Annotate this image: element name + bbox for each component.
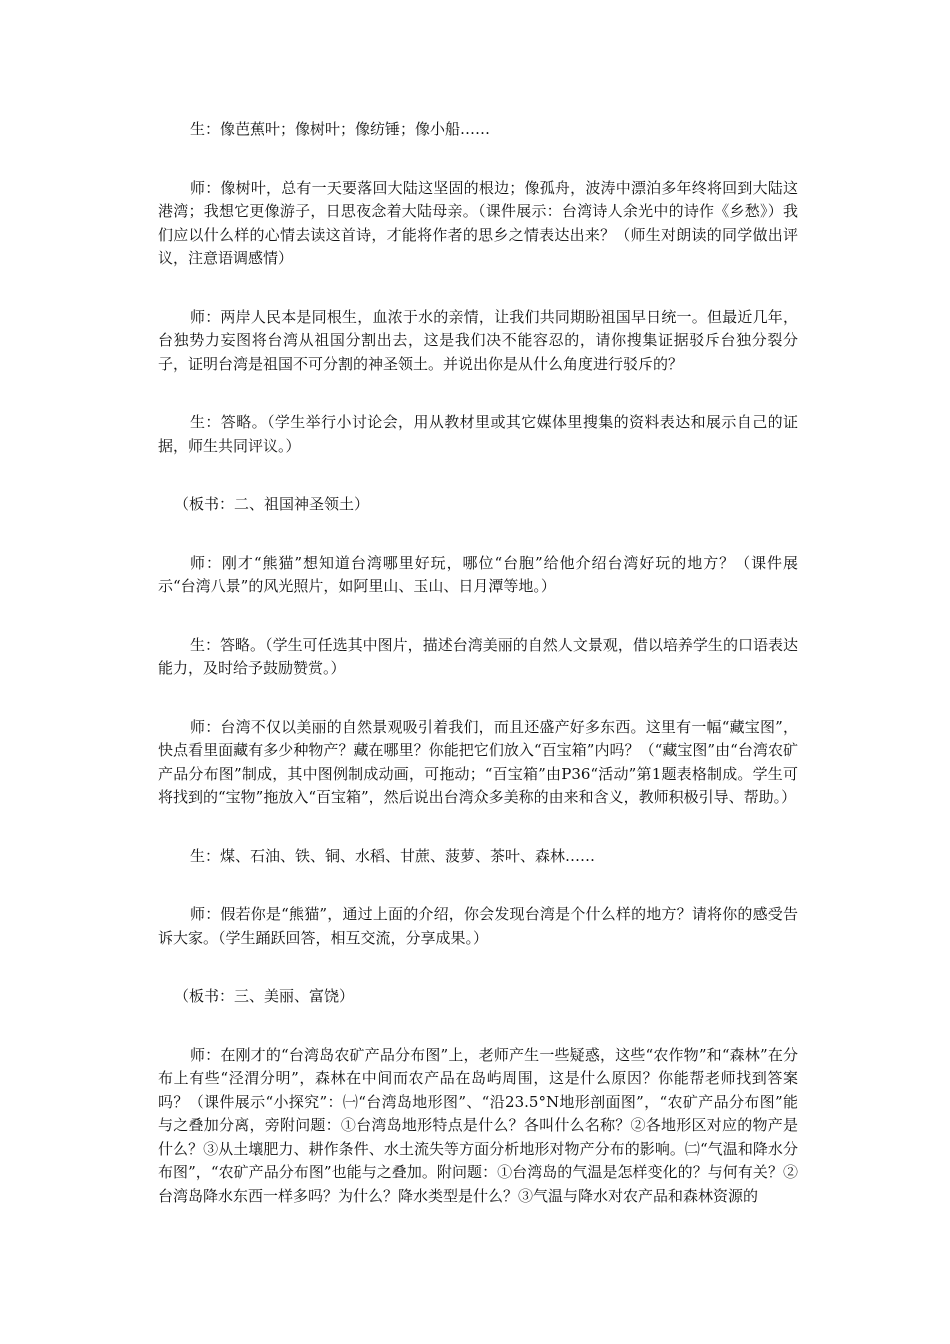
paragraph-student-products: 生：煤、石油、铁、铜、水稻、甘蔗、菠萝、茶叶、森林…… [190, 846, 596, 865]
paragraph-teacher-reunification: 师：两岸人民本是同根生，血浓于水的亲情，让我们共同期盼祖国早日统一。但最近几年，台独势力妄图将台湾从祖国分割出去，这是我们决不能容忍的，请你搜集证据驳斥台独分裂分子，证明台湾是祖国不可分割的神圣领土。并说出你是从什么角度进行驳斥的？ [158, 307, 798, 373]
paragraph-student-discussion: 生：答略。（学生举行小讨论会，用从教材里或其它媒体里搜集的资料表达和展示自己的证据，师生共同评议。） [158, 413, 798, 455]
paragraph-teacher-panda: 师：假若你是“熊猫”，通过上面的介绍，你会发现台湾是个什么样的地方？请将你的感受告诉大家。（学生踊跃回答，相互交流，分享成果。） [158, 905, 798, 947]
paragraph-teacher-nostalgia: 师：像树叶，总有一天要落回大陆这坚固的根边；像孤舟，波涛中漂泊多年终将回到大陆这港湾；我想它更像游子，日思夜念着大陆母亲。（课件展示：台湾诗人余光中的诗作《乡愁》）我们应以什么样的心情去读这首诗，才能将作者的思乡之情表达出来？（师生对朗读的同学做出评议，注意语调感情） [158, 178, 798, 267]
paragraph-teacher-scenery: 师：刚才“熊猫”想知道台湾哪里好玩，哪位“台胞”给他介绍台湾好玩的地方？（课件展示“台湾八景”的风光照片，如阿里山、玉山、日月潭等地。） [158, 553, 798, 595]
blackboard-note-territory: （板书：二、祖国神圣领土） [174, 495, 370, 513]
paragraph-teacher-exploration: 师：在刚才的“台湾岛农矿产品分布图”上，老师产生一些疑惑，这些“农作物”和“森林”在分布上有些“泾渭分明”，森林在中间而农产品在岛屿周围，这是什么原因？你能帮老师找到答案吗？（课件展示“小探究”：㈠“台湾岛地形图”、“沿23.5°N地形剖面图”，“农矿产品分布图”能与之叠加分离，旁附问题：①台湾岛地形特点是什么？各叫什么名称？②各地形区对应的物产是什么？③从土壤肥力、耕作条件、水土流失等方面分析地形对物产分布的影响。㈡“气温和降水分布图”，“农矿产品分布图”也能与之叠加。附问题：①台湾岛的气温是怎样变化的？与何有关？②台湾岛降水东西一样多吗？为什么？降水类型是什么？③气温与降水对农产品和森林资源的 [158, 1045, 798, 1205]
paragraph-teacher-treasure-map: 师：台湾不仅以美丽的自然景观吸引着我们，而且还盛产好多东西。这里有一幅“藏宝图”，快点看里面藏有多少种物产？藏在哪里？你能把它们放入“百宝箱”内吗？（“藏宝图”由“台湾农矿产品分布图”制成，其中图例制成动画，可拖动；“百宝箱”由P36“活动”第1题表格制成。学生可将找到的“宝物”拖放入“百宝箱”，然后说出台湾众多美称的由来和含义，教师积极引导、帮助。） [158, 717, 798, 806]
paragraph-student-answer-shape: 生：像芭蕉叶；像树叶；像纺锤；像小船…… [190, 120, 491, 138]
document-page [158, 118, 798, 1243]
paragraph-student-scenery: 生：答略。（学生可任选其中图片，描述台湾美丽的自然人文景观，借以培养学生的口语表达能力，及时给予鼓励赞赏。） [158, 635, 798, 677]
blackboard-note-beautiful: （板书：三、美丽、富饶） [174, 987, 355, 1005]
